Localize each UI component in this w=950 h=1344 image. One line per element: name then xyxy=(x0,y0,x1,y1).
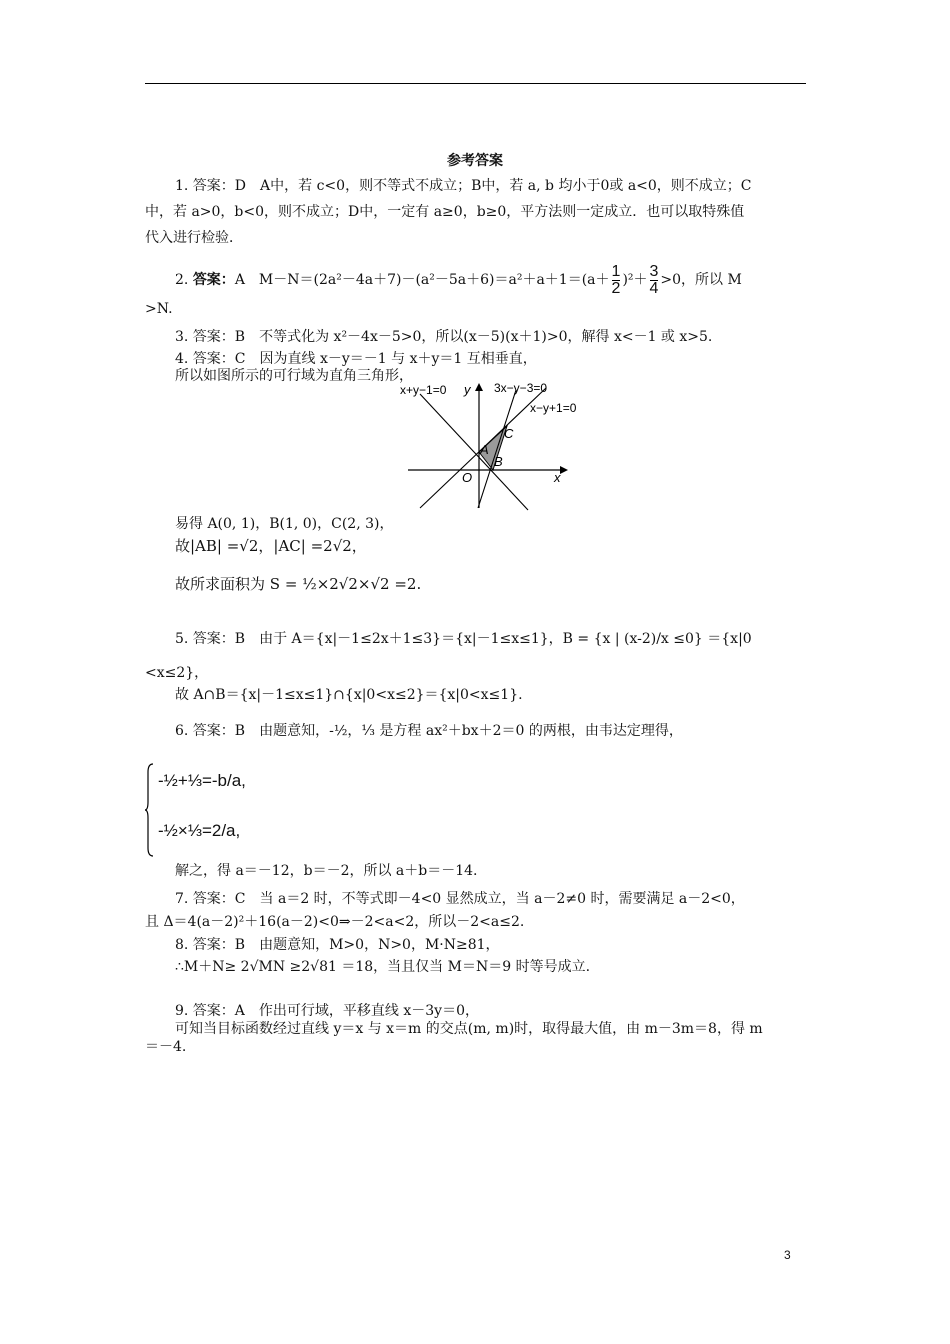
q6-system-eq1: -½+⅓=-b/a, xyxy=(158,771,246,790)
q4-line-5: 故所求面积为 S = ½×2√2×√2 =2. xyxy=(175,575,422,593)
q6-system-eq2: -½×⅓=2/a, xyxy=(158,821,241,840)
q2-line-2: >N. xyxy=(145,301,173,317)
q1-line-2: 中，若 a>0，b<0，则不成立；D中，一定有 a≥0，b≥0，平方法则一定成立．也可以取特殊值 xyxy=(145,204,745,220)
section-title: 参考答案 xyxy=(447,153,503,169)
q8-line-2: ∴M＋N≥ 2√MN ≥2√81 ＝18，当且仅当 M＝N＝9 时等号成立. xyxy=(175,959,591,975)
q6-line-2: 解之，得 a＝－12，b＝－2，所以 a＋b＝－14. xyxy=(175,863,478,879)
header-rule xyxy=(145,83,806,84)
label-origin: O xyxy=(462,470,473,485)
q8-line-1: 8. 答案：B 由题意知，M>0，N>0，M·N≥81， xyxy=(175,937,500,953)
q3-line: 3. 答案：B 不等式化为 x²－4x－5>0，所以(x－5)(x＋1)>0，解得 x<－1 或 x>5. xyxy=(175,329,713,345)
y-axis-arrow xyxy=(475,383,483,391)
label-line-3x-minus-y: 3x−y−3=0 xyxy=(494,381,548,395)
q2-fraction-three-quarters: $\frac{3}{4}$ xyxy=(649,262,659,297)
q4-line-2: 所以如图所示的可行域为直角三角形， xyxy=(175,368,413,384)
q1-line-1: 1. 答案：D A中，若 c<0，则不等式不成立；B中，若 a, b 均小于0或 a<0，则不成立；C xyxy=(175,178,752,194)
q6-line-1: 6. 答案：B 由题意知，-½，⅓ 是方程 ax²＋bx＋2＝0 的两根，由韦达定理得， xyxy=(175,723,683,739)
label-point-a: A xyxy=(480,442,489,457)
label-line-x-minus-y: x−y+1=0 xyxy=(530,401,577,415)
q4-line-1: 4. 答案：C 因为直线 x－y＝－1 与 x＋y＝1 互相垂直， xyxy=(175,351,537,367)
q1-line-3: 代入进行检验． xyxy=(145,230,243,246)
q2-number: 2. xyxy=(175,272,189,288)
label-point-b: B xyxy=(494,454,503,469)
q2-fraction-half: $\frac{1}{2}$ xyxy=(611,262,621,297)
x-axis-arrow xyxy=(560,466,568,474)
q9-line-3: ＝－4. xyxy=(145,1039,187,1055)
q5-line-1: 5. 答案：B 由于 A＝{x|－1≤2x＋1≤3}＝{x|－1≤x≤1}，B = {x | (x-2)/x ≤0} ＝{x|0 xyxy=(175,631,752,647)
q4-line-3: 易得 A(0, 1)，B(1, 0)，C(2, 3)， xyxy=(175,516,394,532)
q5-line-3: 故 A∩B＝{x|－1≤x≤1}∩{x|0<x≤2}＝{x|0<x≤1}. xyxy=(175,687,523,703)
q9-line-1: 9. 答案：A 作出可行域，平移直线 x－3y＝0， xyxy=(175,1003,479,1019)
system-brace xyxy=(145,762,155,858)
label-axis-y: y xyxy=(464,382,471,397)
q2-line-1 xyxy=(175,263,742,297)
q4-line-4: 故|AB| =√2，|AC| =2√2， xyxy=(175,537,367,555)
q5-line-2: <x≤2}， xyxy=(145,665,209,681)
label-point-c: C xyxy=(504,426,514,441)
q9-line-2: 可知当目标函数经过直线 y＝x 与 x＝m 的交点(m, m)时，取得最大值，由 m－3m＝8，得 m xyxy=(175,1021,763,1037)
q7-line-2: 且 Δ＝4(a－2)²＋16(a－2)<0⇒－2<a<2，所以－2<a≤2. xyxy=(145,914,525,930)
label-axis-x: x xyxy=(554,470,561,485)
q2-post: >0，所以 M xyxy=(660,272,742,288)
page-number: 3 xyxy=(784,1248,791,1262)
q2-mid: )²＋ xyxy=(622,272,648,288)
q2-answer-label: 答案： xyxy=(192,272,235,288)
label-line-x-plus-y: x+y−1=0 xyxy=(400,383,447,397)
q2-pre: A M－N＝(2a²－4a＋7)－(a²－5a＋6)＝a²＋a＋1＝(a＋ xyxy=(234,272,610,288)
feasible-region-graph xyxy=(398,378,598,513)
q7-line-1: 7. 答案：C 当 a＝2 时，不等式即－4<0 显然成立，当 a－2≠0 时，需要满足 a－2<0， xyxy=(175,891,745,907)
